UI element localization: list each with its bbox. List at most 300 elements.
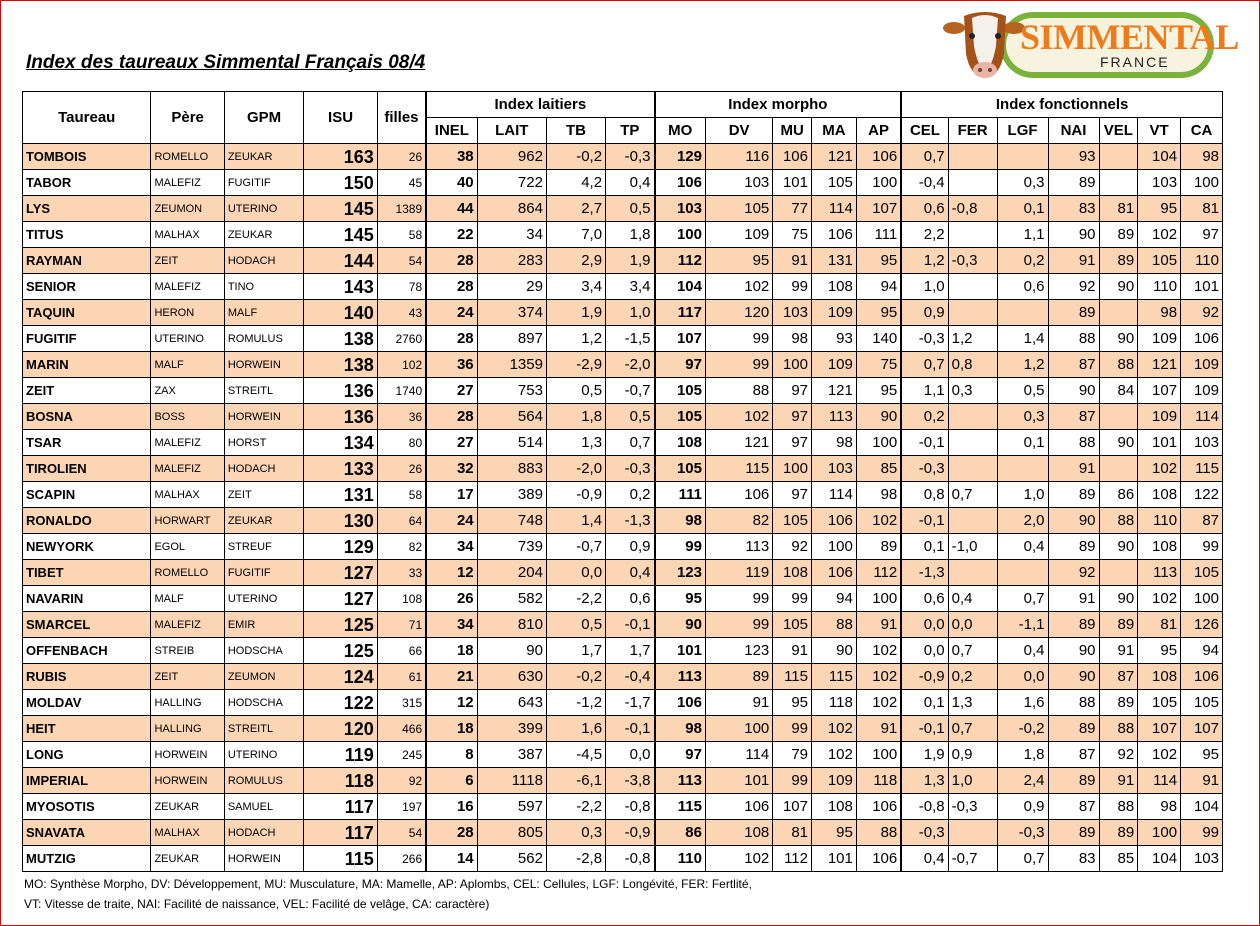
table-cell: 739 [477, 534, 546, 560]
table-cell: 144 [304, 248, 377, 274]
table-cell: 91 [1099, 638, 1138, 664]
header-index-laitiers: Index laitiers [426, 92, 654, 118]
table-cell: 90 [1099, 326, 1138, 352]
table-cell: 109 [1138, 404, 1181, 430]
table-cell: UTERINO [224, 742, 304, 768]
legend [24, 874, 752, 914]
table-cell: 102 [856, 508, 901, 534]
table-cell: 2,7 [546, 196, 605, 222]
table-cell: -0,1 [606, 716, 655, 742]
table-cell: 1,0 [948, 768, 997, 794]
table-cell: 117 [304, 820, 377, 846]
table-cell: 113 [655, 664, 706, 690]
table-cell: -0,8 [606, 794, 655, 820]
table-cell [1099, 300, 1138, 326]
table-cell: ROMULUS [224, 326, 304, 352]
table-cell: 106 [812, 508, 857, 534]
table-cell: 100 [856, 430, 901, 456]
table-cell: 108 [1138, 664, 1181, 690]
table-cell: 119 [705, 560, 772, 586]
table-cell: 99 [773, 716, 812, 742]
header-ap: AP [856, 118, 901, 144]
table-cell [948, 144, 997, 170]
table-cell [997, 456, 1048, 482]
table-cell: 34 [477, 222, 546, 248]
header-vel: VEL [1099, 118, 1138, 144]
table-cell: 100 [856, 742, 901, 768]
table-cell: 17 [426, 482, 477, 508]
table-cell: 564 [477, 404, 546, 430]
table-cell: 864 [477, 196, 546, 222]
table-cell: 138 [304, 326, 377, 352]
table-cell: -0,1 [901, 430, 948, 456]
header-inel: INEL [426, 118, 477, 144]
table-cell: ZEUKAR [224, 222, 304, 248]
table-cell: 126 [1181, 612, 1223, 638]
table-cell: 93 [812, 326, 857, 352]
table-cell: 114 [812, 196, 857, 222]
table-cell: 0,4 [901, 846, 948, 872]
table-cell: 0,3 [997, 170, 1048, 196]
table-cell: 90 [1048, 222, 1099, 248]
table-cell: 102 [377, 352, 426, 378]
table-cell: 106 [705, 794, 772, 820]
table-cell: TITUS [23, 222, 151, 248]
table-cell: 97 [655, 742, 706, 768]
table-cell: ZEIT [151, 664, 224, 690]
table-row [23, 664, 1223, 690]
table-cell: UTERINO [151, 326, 224, 352]
header-isu: ISU [304, 92, 377, 144]
table-cell: 88 [1099, 794, 1138, 820]
table-cell: 103 [1181, 430, 1223, 456]
table-cell [948, 820, 997, 846]
header-mo: MO [655, 118, 706, 144]
table-cell: 107 [856, 196, 901, 222]
table-cell: 75 [856, 352, 901, 378]
table-cell: 123 [655, 560, 706, 586]
table-cell: MALF [151, 586, 224, 612]
table-cell: ZEIT [151, 248, 224, 274]
table-cell: 103 [1181, 846, 1223, 872]
table-cell: STREUF [224, 534, 304, 560]
table-cell: HODACH [224, 820, 304, 846]
header-ma: MA [812, 118, 857, 144]
table-cell: 88 [812, 612, 857, 638]
table-cell [948, 508, 997, 534]
table-row [23, 534, 1223, 560]
table-cell: 883 [477, 456, 546, 482]
table-cell: 102 [1138, 586, 1181, 612]
table-cell: 89 [1099, 222, 1138, 248]
header-pere: Père [151, 92, 224, 144]
table-cell: 108 [773, 560, 812, 586]
table-cell: 98 [655, 508, 706, 534]
table-cell: -0,3 [901, 326, 948, 352]
table-cell: 26 [426, 586, 477, 612]
table-cell: 109 [812, 768, 857, 794]
table-cell: TINO [224, 274, 304, 300]
table-cell: 1118 [477, 768, 546, 794]
table-cell: 105 [773, 612, 812, 638]
table-cell: 0,4 [997, 534, 1048, 560]
table-cell: 110 [655, 846, 706, 872]
table-cell: 123 [705, 638, 772, 664]
table-cell: MALF [224, 300, 304, 326]
table-cell: 24 [426, 508, 477, 534]
table-cell: ZEUKAR [151, 846, 224, 872]
table-cell: 748 [477, 508, 546, 534]
table-cell: -2,0 [546, 456, 605, 482]
table-cell: 101 [655, 638, 706, 664]
table-cell: 28 [426, 326, 477, 352]
table-cell: HORWEIN [224, 846, 304, 872]
table-cell: 106 [856, 144, 901, 170]
table-cell: 0,2 [901, 404, 948, 430]
table-cell: 118 [856, 768, 901, 794]
table-cell: 88 [1099, 716, 1138, 742]
table-cell: -0,4 [901, 170, 948, 196]
table-cell: -1,1 [997, 612, 1048, 638]
table-cell: -0,4 [606, 664, 655, 690]
table-cell [948, 222, 997, 248]
table-cell: 1,4 [997, 326, 1048, 352]
table-cell: 27 [426, 378, 477, 404]
table-cell: 102 [812, 716, 857, 742]
table-cell: 106 [856, 794, 901, 820]
table-cell: -2,8 [546, 846, 605, 872]
table-cell: 92 [1048, 560, 1099, 586]
table-cell: 89 [1048, 612, 1099, 638]
table-cell: HORWART [151, 508, 224, 534]
table-cell: 2,9 [546, 248, 605, 274]
table-cell: -0,8 [606, 846, 655, 872]
table-cell: 115 [655, 794, 706, 820]
table-cell: 1,6 [997, 690, 1048, 716]
table-cell: 97 [773, 378, 812, 404]
table-cell: HORWEIN [151, 768, 224, 794]
table-cell: 136 [304, 378, 377, 404]
table-cell: 114 [812, 482, 857, 508]
table-cell: 140 [304, 300, 377, 326]
table-cell: 120 [304, 716, 377, 742]
table-cell: 133 [304, 456, 377, 482]
table-cell: 105 [705, 196, 772, 222]
table-cell: 83 [1048, 196, 1099, 222]
table-cell: -0,1 [901, 508, 948, 534]
table-row [23, 196, 1223, 222]
table-cell: TAQUIN [23, 300, 151, 326]
table-cell: 92 [1181, 300, 1223, 326]
table-cell: 87 [1048, 742, 1099, 768]
table-cell: MALEFIZ [151, 430, 224, 456]
table-cell [1099, 560, 1138, 586]
table-cell: 113 [655, 768, 706, 794]
table-cell: 81 [1181, 196, 1223, 222]
table-cell: 120 [705, 300, 772, 326]
table-cell: -0,9 [901, 664, 948, 690]
table-cell: 95 [773, 690, 812, 716]
table-cell: 89 [1048, 534, 1099, 560]
table-cell: 88 [705, 378, 772, 404]
table-cell: -0,9 [606, 820, 655, 846]
header-gpm: GPM [224, 92, 304, 144]
table-cell: 85 [1099, 846, 1138, 872]
table-cell: 124 [304, 664, 377, 690]
table-cell: ZEIT [224, 482, 304, 508]
table-cell: 91 [773, 638, 812, 664]
table-cell: 116 [705, 144, 772, 170]
table-cell: MARIN [23, 352, 151, 378]
table-cell: -0,3 [997, 820, 1048, 846]
table-cell: 1,3 [546, 430, 605, 456]
table-cell: 8 [426, 742, 477, 768]
table-cell: 92 [1048, 274, 1099, 300]
table-cell: 145 [304, 196, 377, 222]
table-cell: 111 [856, 222, 901, 248]
table-cell: STREITL [224, 716, 304, 742]
table-cell: 18 [426, 638, 477, 664]
table-cell: 95 [655, 586, 706, 612]
table-cell: HODSCHA [224, 690, 304, 716]
table-cell: 102 [705, 274, 772, 300]
table-cell: 2,2 [901, 222, 948, 248]
table-cell: 89 [1099, 690, 1138, 716]
table-cell: 107 [655, 326, 706, 352]
table-cell: 0,7 [901, 144, 948, 170]
table-cell: 16 [426, 794, 477, 820]
table-cell: NAVARIN [23, 586, 151, 612]
table-cell: 1,3 [901, 768, 948, 794]
table-cell: BOSNA [23, 404, 151, 430]
table-cell: 102 [1138, 742, 1181, 768]
table-cell: 98 [856, 482, 901, 508]
table-cell: FUGITIF [23, 326, 151, 352]
table-cell: -0,2 [997, 716, 1048, 742]
table-row [23, 560, 1223, 586]
table-cell: 1,8 [997, 742, 1048, 768]
page-title: Index des taureaux Simmental Français 08/4 [26, 52, 426, 73]
table-cell: 127 [304, 560, 377, 586]
table-cell: 0,7 [997, 846, 1048, 872]
table-cell: 100 [1181, 586, 1223, 612]
table-cell: 127 [304, 586, 377, 612]
table-cell: HORWEIN [224, 352, 304, 378]
table-cell: 805 [477, 820, 546, 846]
table-cell: SENIOR [23, 274, 151, 300]
table-cell: 89 [705, 664, 772, 690]
table-cell: 117 [304, 794, 377, 820]
table-cell: 102 [705, 846, 772, 872]
header-vt: VT [1138, 118, 1181, 144]
table-cell: 78 [377, 274, 426, 300]
table-cell: 0,3 [546, 820, 605, 846]
table-cell: 1359 [477, 352, 546, 378]
table-row [23, 768, 1223, 794]
legend-line-2: VT: Vitesse de traite, NAI: Facilité de naissance, VEL: Facilité de velâge, CA: caractère) [24, 897, 490, 911]
table-cell: 91 [1099, 768, 1138, 794]
table-cell: 3,4 [606, 274, 655, 300]
table-cell: 99 [1181, 820, 1223, 846]
table-cell: 389 [477, 482, 546, 508]
table-cell [1099, 404, 1138, 430]
header-fer: FER [948, 118, 997, 144]
table-cell: 103 [812, 456, 857, 482]
table-cell: OFFENBACH [23, 638, 151, 664]
table-cell: 64 [377, 508, 426, 534]
table-cell: 95 [812, 820, 857, 846]
table-cell: 1,2 [901, 248, 948, 274]
table-cell: 0,0 [901, 612, 948, 638]
table-cell: FUGITIF [224, 560, 304, 586]
table-cell: 106 [812, 560, 857, 586]
logo-subtitle: FRANCE [1100, 54, 1170, 70]
table-cell: STREITL [224, 378, 304, 404]
table-cell: 113 [812, 404, 857, 430]
table-cell: 597 [477, 794, 546, 820]
table-row [23, 482, 1223, 508]
table-cell: -1,5 [606, 326, 655, 352]
table-cell: BOSS [151, 404, 224, 430]
table-cell: 34 [426, 612, 477, 638]
table-cell: 100 [856, 170, 901, 196]
table-cell: 99 [773, 586, 812, 612]
table-cell: 105 [655, 456, 706, 482]
table-cell: 103 [773, 300, 812, 326]
table-cell: 43 [377, 300, 426, 326]
table-cell: -0,8 [948, 196, 997, 222]
table-cell: 134 [304, 430, 377, 456]
table-cell: 100 [1181, 170, 1223, 196]
header-tp: TP [606, 118, 655, 144]
table-cell: 0,0 [948, 612, 997, 638]
table-cell: 66 [377, 638, 426, 664]
table-cell: 82 [705, 508, 772, 534]
table-cell: 197 [377, 794, 426, 820]
table-cell: 58 [377, 482, 426, 508]
table-cell [948, 456, 997, 482]
table-row [23, 456, 1223, 482]
table-cell: 92 [1099, 742, 1138, 768]
table-cell: 0,4 [606, 170, 655, 196]
table-cell: 81 [1138, 612, 1181, 638]
table-cell: 109 [705, 222, 772, 248]
table-cell: 26 [377, 144, 426, 170]
table-cell: SAMUEL [224, 794, 304, 820]
table-cell: 89 [1099, 820, 1138, 846]
table-cell: 111 [655, 482, 706, 508]
table-cell: 115 [812, 664, 857, 690]
table-cell: 105 [773, 508, 812, 534]
table-cell: ZEUKAR [224, 144, 304, 170]
table-cell: 163 [304, 144, 377, 170]
table-cell: 1,7 [546, 638, 605, 664]
table-cell: 125 [304, 638, 377, 664]
header-lait: LAIT [477, 118, 546, 144]
simmental-logo [942, 6, 1239, 82]
table-cell: 95 [1138, 638, 1181, 664]
table-cell: -0,7 [948, 846, 997, 872]
table-cell: 106 [705, 482, 772, 508]
table-cell: 105 [1181, 560, 1223, 586]
table-cell: 140 [856, 326, 901, 352]
table-cell: 89 [856, 534, 901, 560]
table-cell: 315 [377, 690, 426, 716]
table-cell: 97 [1181, 222, 1223, 248]
table-cell: 810 [477, 612, 546, 638]
table-cell: 131 [304, 482, 377, 508]
table-cell: RUBIS [23, 664, 151, 690]
table-cell: 106 [812, 222, 857, 248]
table-cell: 90 [477, 638, 546, 664]
table-cell: HEIT [23, 716, 151, 742]
table-cell: 29 [477, 274, 546, 300]
table-cell: 0,1 [997, 196, 1048, 222]
table-cell: 145 [304, 222, 377, 248]
table-cell: 98 [1138, 794, 1181, 820]
table-cell: 1,6 [546, 716, 605, 742]
table-cell: 110 [1138, 274, 1181, 300]
table-cell: 91 [856, 612, 901, 638]
table-cell: 1740 [377, 378, 426, 404]
table-cell: 98 [812, 430, 857, 456]
table-cell: 33 [377, 560, 426, 586]
table-cell: 99 [705, 326, 772, 352]
table-cell: -1,7 [606, 690, 655, 716]
table-row [23, 716, 1223, 742]
table-cell: 245 [377, 742, 426, 768]
table-cell: ZEUKAR [224, 508, 304, 534]
table-cell: 108 [655, 430, 706, 456]
table-cell: MALHAX [151, 222, 224, 248]
table-row [23, 170, 1223, 196]
table-cell: 22 [426, 222, 477, 248]
table-cell: 387 [477, 742, 546, 768]
table-cell: 88 [1099, 508, 1138, 534]
table-cell: 99 [655, 534, 706, 560]
table-cell: 90 [1099, 586, 1138, 612]
table-cell: 0,6 [997, 274, 1048, 300]
table-cell: 109 [1181, 378, 1223, 404]
table-cell: 0,3 [948, 378, 997, 404]
table-cell: 150 [304, 170, 377, 196]
table-cell: 87 [1048, 404, 1099, 430]
table-row [23, 404, 1223, 430]
table-cell: 102 [812, 742, 857, 768]
table-cell: 81 [1099, 196, 1138, 222]
table-row [23, 326, 1223, 352]
table-cell: 121 [812, 378, 857, 404]
header-cel: CEL [901, 118, 948, 144]
header-tb: TB [546, 118, 605, 144]
table-cell: 88 [1048, 326, 1099, 352]
table-cell: 102 [1138, 456, 1181, 482]
table-cell: -3,8 [606, 768, 655, 794]
table-cell: 1,0 [997, 482, 1048, 508]
table-cell: 100 [812, 534, 857, 560]
table-cell: 95 [1181, 742, 1223, 768]
table-cell: 91 [773, 248, 812, 274]
table-row [23, 820, 1223, 846]
table-cell: 109 [1138, 326, 1181, 352]
bulls-index-table [22, 91, 1223, 872]
table-cell: -0,3 [901, 456, 948, 482]
table-cell: -1,3 [606, 508, 655, 534]
table-cell: 101 [1181, 274, 1223, 300]
table-cell: 104 [655, 274, 706, 300]
table-cell: 1,0 [606, 300, 655, 326]
table-cell: LYS [23, 196, 151, 222]
